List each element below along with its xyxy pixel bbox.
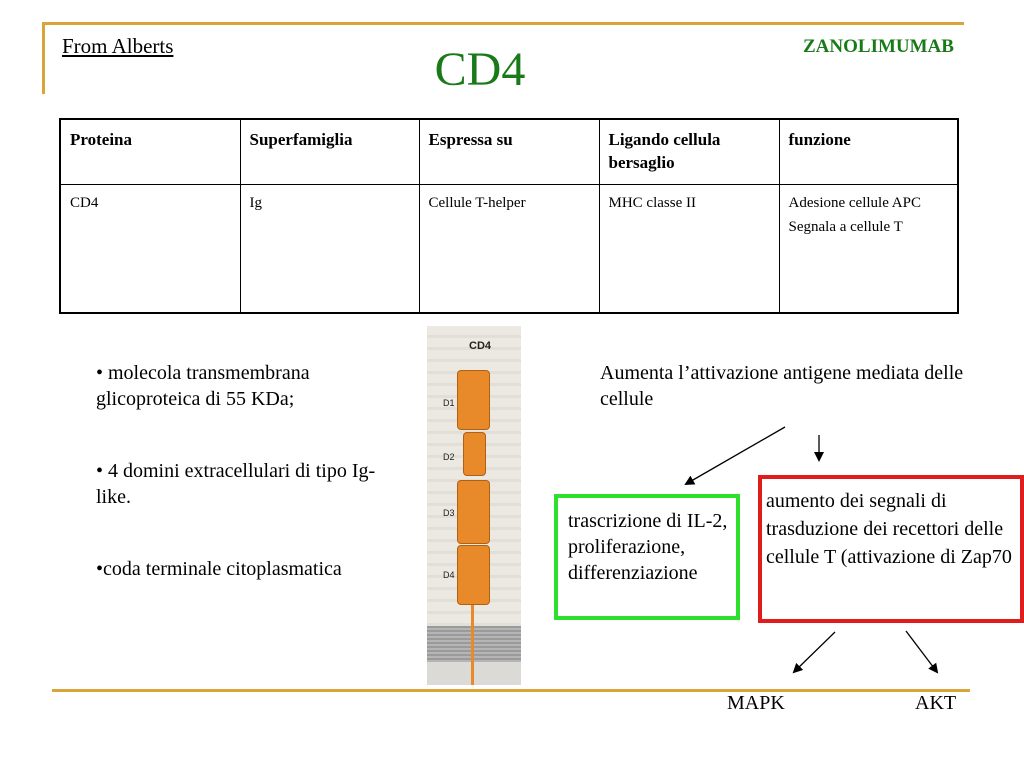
domain-label: D3	[443, 508, 455, 518]
drug-label: ZANOLIMUMAB	[803, 36, 954, 57]
activation-text: Aumenta l’attivazione antigene mediata delle cellule	[600, 362, 964, 410]
table-header-row	[60, 119, 958, 185]
bullet-list	[96, 360, 396, 628]
domain-d4	[457, 545, 490, 605]
mapk-label: MAPK	[727, 692, 785, 714]
table-header-cell: Superfamiglia	[240, 119, 419, 185]
funzione-line: Segnala a cellule T	[788, 219, 903, 235]
table-cell: MHC classe II	[599, 185, 779, 314]
table-header-cell: funzione	[779, 119, 958, 185]
protein-table	[59, 118, 959, 314]
domain-d3	[457, 480, 490, 544]
table-cell: Cellule T-helper	[419, 185, 599, 314]
outcome-box-red: aumento dei segnali di trasduzione dei recettori delle cellule T (attivazione di Zap70	[758, 475, 1024, 623]
funzione-line: Adesione cellule APC	[788, 195, 921, 211]
table-header-cell: Proteina	[60, 119, 240, 185]
arrow-to-akt	[906, 631, 937, 672]
domain-label: D2	[443, 452, 455, 462]
table-cell: Ig	[240, 185, 419, 314]
cd4-structure-figure	[427, 326, 521, 685]
page-title	[0, 42, 1024, 97]
domain-d1	[457, 370, 490, 430]
table-cell-funzione	[779, 185, 958, 314]
domain-d2	[463, 432, 486, 476]
table-cell: CD4	[60, 185, 240, 314]
table-header-cell: Espressa su	[419, 119, 599, 185]
list-item: •coda terminale citoplasmatica	[96, 558, 342, 580]
outcome-box-green: trascrizione di IL-2, proliferazione, differenziazione	[554, 494, 740, 620]
source-label: From Alberts	[62, 34, 174, 58]
list-item: • 4 domini extracellulari di tipo Ig-like.	[96, 460, 376, 508]
domain-label: D4	[443, 570, 455, 580]
top-rule	[42, 22, 964, 25]
bottom-rule	[52, 689, 970, 692]
page-title-text: CD4	[434, 43, 526, 96]
arrow-to-mapk	[794, 632, 835, 672]
figure-label: CD4	[469, 340, 492, 352]
domain-label: D1	[443, 398, 455, 408]
table-header-cell: Ligando cellula bersaglio	[599, 119, 779, 185]
transmembrane-tail	[471, 600, 474, 685]
cell-membrane	[427, 626, 521, 662]
list-item: • molecola transmembrana glicoproteica di 55 KDa;	[96, 362, 310, 410]
table-row	[60, 185, 958, 314]
akt-label: AKT	[915, 692, 957, 714]
cytoplasm-area	[427, 662, 521, 685]
